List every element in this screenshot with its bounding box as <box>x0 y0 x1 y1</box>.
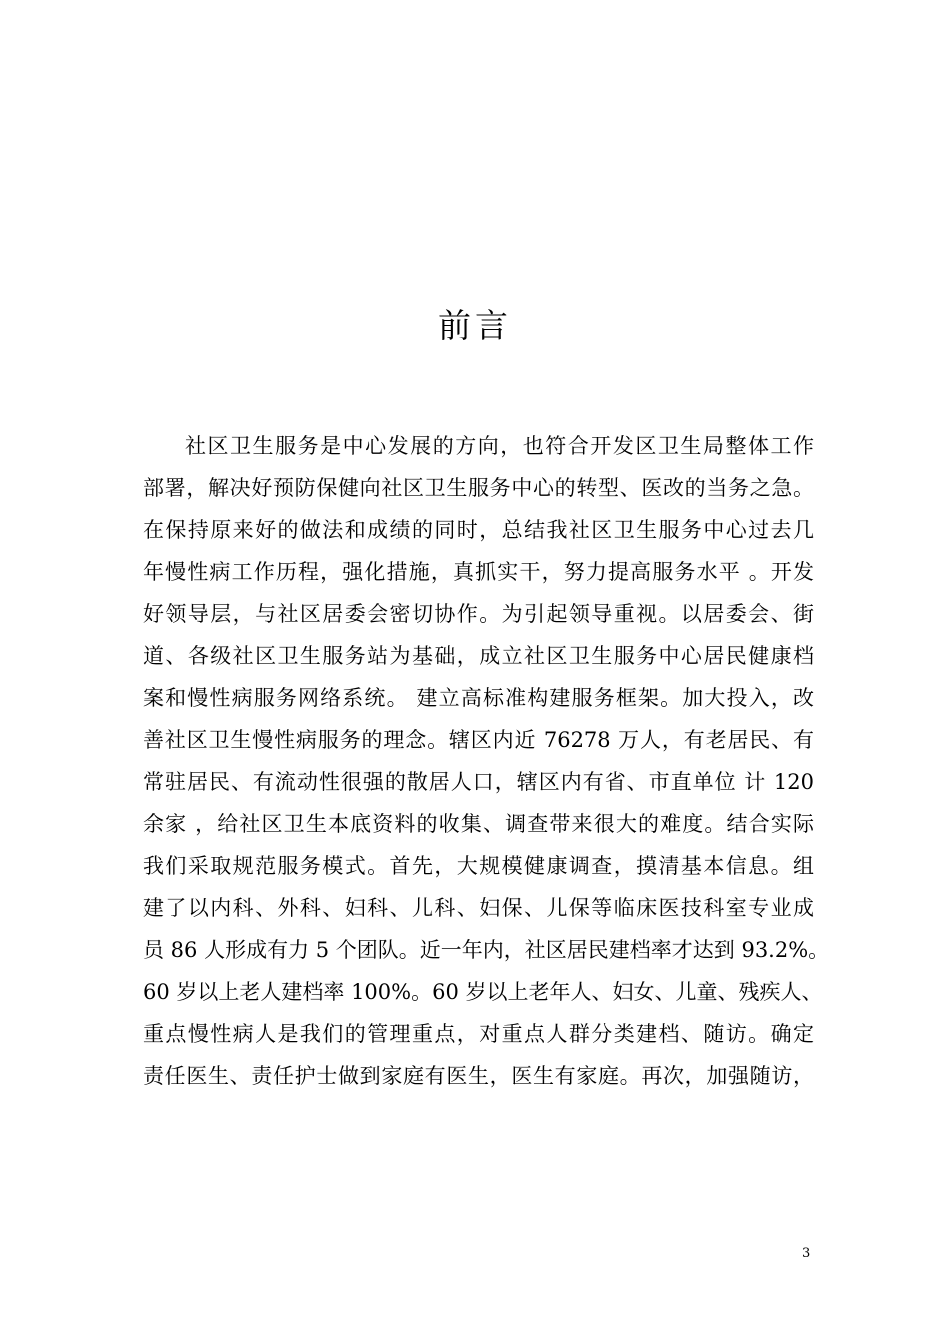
paragraph-line: 员 86 人形成有力 5 个团队。近一年内，社区居民建档率才达到 93.2%。 <box>143 938 830 962</box>
paragraph-line: 案和慢性病服务网络系统。 建立高标准构建服务框架。加大投入，改 <box>143 686 814 710</box>
page-title: 前言 <box>438 306 512 345</box>
body-paragraph <box>143 425 830 1097</box>
paragraph-line: 重点慢性病人是我们的管理重点，对重点人群分类建档、随访。确定 <box>143 1022 814 1046</box>
paragraph-line: 部署，解决好预防保健向社区卫生服务中心的转型、医改的当务之急。 <box>143 476 814 500</box>
paragraph-line: 年慢性病工作历程，强化措施，真抓实干，努力提高服务水平 。开发 <box>143 560 814 584</box>
paragraph-line: 常驻居民、有流动性很强的散居人口，辖区内有省、市直单位 计 120 <box>143 770 814 794</box>
paragraph-line: 好领导层，与社区居委会密切协作。为引起领导重视。以居委会、街 <box>143 602 814 626</box>
paragraph-line: 在保持原来好的做法和成绩的同时，总结我社区卫生服务中心过去几 <box>143 518 814 542</box>
paragraph-line: 道、各级社区卫生服务站为基础，成立社区卫生服务中心居民健康档 <box>143 644 814 668</box>
paragraph-line: 余家 ，给社区卫生本底资料的收集、调查带来很大的难度。结合实际 <box>143 812 814 836</box>
paragraph-line: 我们采取规范服务模式。首先，大规模健康调查，摸清基本信息。组 <box>143 854 814 878</box>
page-number: 3 <box>802 1246 811 1261</box>
paragraph-line: 建了以内科、外科、妇科、儿科、妇保、儿保等临床医技科室专业成 <box>143 896 814 920</box>
paragraph-line: 60 岁以上老人建档率 100%。60 岁以上老年人、妇女、儿童、残疾人、 <box>143 980 823 1004</box>
paragraph-line: 善社区卫生慢性病服务的理念。辖区内近 76278 万人，有老居民、有 <box>143 728 814 752</box>
paragraph-line: 社区卫生服务是中心发展的方向，也符合开发区卫生局整体工作 <box>185 434 814 458</box>
paragraph-line: 责任医生、责任护士做到家庭有医生，医生有家庭。再次，加强随访， <box>143 1064 814 1088</box>
